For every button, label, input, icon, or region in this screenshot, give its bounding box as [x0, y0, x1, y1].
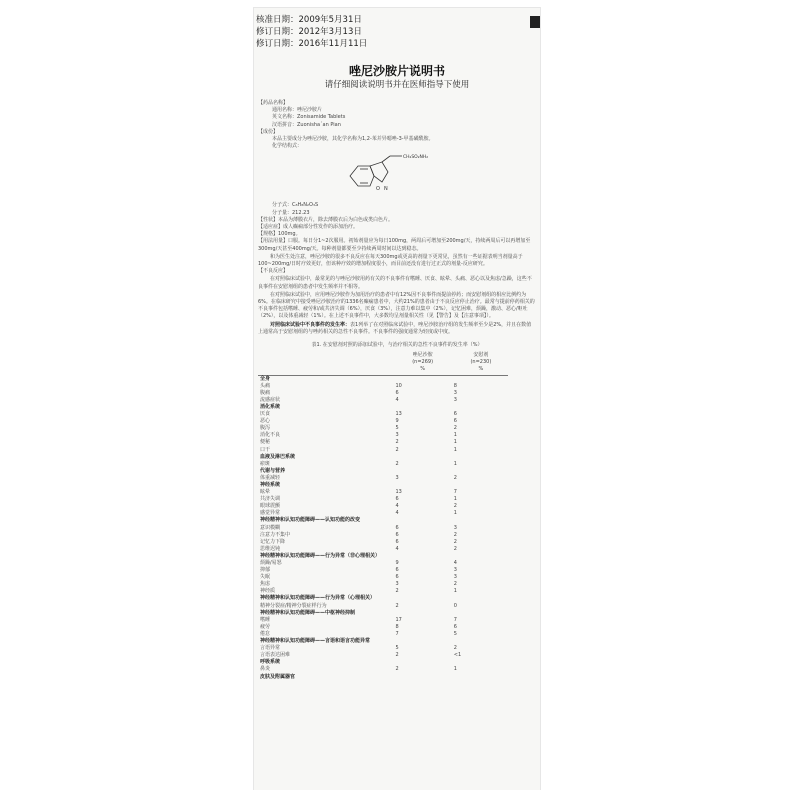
table-row [258, 503, 508, 510]
date-block [256, 14, 367, 50]
row-placebo-value [450, 595, 508, 602]
ring-o-label: O [376, 186, 380, 193]
row-label: 神经系统 [260, 481, 281, 488]
row-placebo-value [450, 610, 508, 617]
row-zonisamide-value [389, 553, 449, 560]
row-placebo-value: 7 [453, 616, 457, 623]
table-row [258, 666, 508, 673]
table-row [258, 447, 508, 454]
structure-label: 化学结构式： [272, 143, 303, 150]
row-placebo-value: 3 [453, 524, 457, 531]
row-placebo-value: 4 [453, 560, 457, 566]
row-placebo-value: 1 [453, 460, 457, 467]
row-label: 神经精神和认知功能障碍——行为异常（心理相关） [260, 595, 376, 602]
row-zonisamide-value: 6 [395, 496, 399, 503]
table-row [258, 581, 508, 588]
table-row [258, 489, 508, 496]
row-zonisamide-value: 6 [395, 567, 399, 574]
row-label: 血液及淋巴系统 [260, 453, 296, 460]
row-placebo-value: 5 [453, 630, 457, 637]
row-placebo-value: 1 [453, 439, 457, 446]
table-row [258, 397, 508, 404]
row-placebo-value: 2 [453, 425, 457, 432]
document-body [258, 100, 536, 681]
row-placebo-value: 6 [453, 623, 457, 630]
table-category-row [258, 610, 508, 617]
adverse-incidence-heading: 对照临床试验中不良事件的发生率： [270, 321, 351, 328]
table-row [258, 425, 508, 432]
header-zonisamide-name: 唑尼沙胺 [412, 352, 433, 359]
table-row [258, 439, 508, 446]
row-zonisamide-value: 6 [395, 538, 399, 545]
row-label: 烦躁/易怒 [260, 560, 282, 566]
row-label: 神经精神和认知功能障碍——行为异常（非心理相关） [260, 552, 381, 559]
row-zonisamide-value [389, 454, 449, 461]
row-label: 思维迟钝 [260, 545, 281, 552]
row-label: 失眠 [260, 574, 271, 581]
row-label: 头痛 [260, 382, 271, 389]
row-zonisamide-value: 6 [395, 389, 399, 396]
row-zonisamide-value [389, 375, 449, 383]
row-placebo-value [450, 454, 508, 461]
row-zonisamide-value: 5 [395, 425, 399, 432]
row-label: 嗜睡 [260, 616, 271, 623]
molecular-weight: 分子量：212.23 [272, 209, 310, 216]
table-row [258, 574, 508, 581]
table-row [258, 567, 508, 574]
table-header-row [258, 352, 508, 375]
header-placebo-unit: % [478, 366, 484, 373]
row-placebo-value: 1 [453, 666, 457, 673]
adverse-incidence-text: 表1列举了在对照临床试验中，唑尼沙胺治疗组的发生频率至少是2%，并且在数值上通常高于安慰剂组的与唑药相关的急性不良事件。不良事件的强度通常为轻度或中度。 [258, 321, 532, 335]
row-zonisamide-value: 4 [395, 510, 399, 517]
pinyin-name: 汉语拼音：Zuonishaˊan Pian [272, 121, 341, 128]
row-zonisamide-value: 4 [395, 503, 399, 510]
row-placebo-value [450, 404, 508, 411]
row-zonisamide-value: 9 [395, 560, 399, 566]
row-label: 神经精神和认知功能障碍——言语和语言功能异常 [260, 638, 371, 645]
row-placebo-value: 3 [453, 396, 457, 403]
table-row [258, 461, 508, 468]
table-caption: 表1. 在安慰剂对照的添加试验中，与治疗相关的急性不良事件的发生率（%） [311, 342, 483, 349]
table-row [258, 539, 508, 546]
ring-n-label: N [384, 186, 388, 193]
table-category-row [258, 454, 508, 461]
row-zonisamide-value: 2 [395, 460, 399, 467]
row-placebo-value [450, 517, 508, 524]
approve-date: 核准日期：2009年5月31日 [256, 15, 362, 25]
row-label: 言语异常 [260, 645, 281, 652]
row-label: 鼻炎 [260, 666, 271, 673]
molecular-formula: 分子式：C₈H₈N₂O₃S [272, 202, 319, 209]
revise-date-1: 修订日期：2012年3月13日 [256, 27, 362, 37]
row-label: 呼吸系统 [260, 659, 281, 666]
row-zonisamide-value [389, 468, 449, 475]
row-zonisamide-value: 9 [395, 418, 399, 425]
table-row [258, 546, 508, 553]
row-zonisamide-value: 6 [395, 574, 399, 581]
table-row [258, 631, 508, 638]
row-placebo-value: <1 [453, 652, 462, 659]
row-label: 体重减轻 [260, 474, 281, 481]
row-placebo-value [450, 553, 508, 560]
row-zonisamide-value: 4 [395, 396, 399, 403]
row-zonisamide-value: 2 [395, 439, 399, 446]
row-label: 倦怠 [260, 630, 271, 637]
row-label: 消化不良 [260, 432, 281, 439]
row-zonisamide-value: 7 [395, 630, 399, 637]
table-row [258, 624, 508, 631]
row-zonisamide-value [389, 610, 449, 617]
row-label: 抑郁 [260, 567, 271, 574]
table-row [258, 617, 508, 624]
row-zonisamide-value: 5 [395, 645, 399, 652]
row-placebo-value [450, 375, 508, 383]
row-placebo-value [450, 659, 508, 666]
row-placebo-value [450, 638, 508, 645]
row-zonisamide-value: 3 [395, 581, 399, 588]
row-placebo-value [450, 482, 508, 489]
row-label: 流感症状 [260, 396, 281, 403]
table-category-row [258, 404, 508, 411]
composition-text: 本品主要成分为唑尼沙胺，其化学名称为1,2-苯并异噁唑-3-甲基磺酰胺。 [272, 136, 434, 143]
row-label: 神经精神和认知功能障碍——中枢神经抑制 [260, 609, 356, 616]
row-label: 精神分裂症/精神分裂症样行为 [260, 602, 327, 609]
row-zonisamide-value: 2 [395, 652, 399, 659]
table-row [258, 383, 508, 390]
adverse-heading: 【不良反应】 [258, 268, 289, 275]
row-label: 代谢与营养 [260, 467, 286, 474]
structure-diagram [340, 152, 450, 200]
row-zonisamide-value: 2 [395, 446, 399, 453]
row-placebo-value: 0 [453, 602, 457, 609]
table-row [258, 525, 508, 532]
adverse-paragraph-3 [258, 322, 536, 336]
row-label: 眼球震颤 [260, 503, 281, 510]
side-chain-label: CH₂SO₂NH₂ [403, 155, 429, 161]
row-zonisamide-value: 13 [395, 411, 402, 418]
corner-marker [530, 16, 540, 28]
row-label: 腹泻 [260, 425, 271, 432]
table-row [258, 645, 508, 652]
header-blank [258, 352, 389, 375]
row-label: 共济失调 [260, 496, 281, 503]
row-label: 腹痛 [260, 389, 271, 396]
row-label: 瘀斑 [260, 460, 271, 467]
table-row [258, 496, 508, 503]
row-placebo-value: 2 [453, 645, 457, 652]
chemical-structure [258, 150, 536, 202]
row-placebo-value: 3 [453, 567, 457, 574]
properties-section: 【性状】本品为薄膜衣片，除去薄膜衣后为白色或类白色片。 [258, 216, 394, 223]
row-label: 口干 [260, 446, 271, 453]
row-zonisamide-value: 17 [395, 616, 402, 623]
dosage-section: 【用法用量】口服。每日分1~2次服用。初始剂量应为每日100mg，两周后可增加至200mg/天，持续两周后可以再增加至300mg/天甚至400mg/天。每种剂量都要至少持续两周时间以达到稳态。 [258, 238, 531, 252]
row-label: 注意力不集中 [260, 531, 291, 538]
table-category-row [258, 482, 508, 489]
header-zonisamide [389, 352, 449, 375]
table-row [258, 411, 508, 418]
row-placebo-value: 8 [453, 382, 457, 389]
row-zonisamide-value: 6 [395, 531, 399, 538]
row-placebo-value: 3 [453, 389, 457, 396]
table-row [258, 560, 508, 567]
row-label: 意识模糊 [260, 524, 281, 531]
row-zonisamide-value [389, 674, 449, 681]
adverse-paragraph-2: 在对照临床试验中，应用唑尼沙胺作为加用治疗的患者中有12%因不良事件而提前停药；而安慰剂组的相应比例约为6%。在临床研究中接受唑尼沙胺治疗的1336名癫痫患者中，大约21%的患者由于不良反应停止治疗。最常与提前停药相关的不良事件包括嗜睡、疲劳和/或共济失调（6%），厌食（3%），注意力难以集中（2%），记忆困难，烦躁，激动、恶心/呕吐（2%），以及体重减轻（1%）。在上述不良事件中，大多数均呈剂量相关性（见【警告】及【注意事项】）。 [258, 291, 535, 320]
table-row [258, 652, 508, 659]
row-placebo-value: 2 [453, 538, 457, 545]
row-placebo-value: 7 [453, 489, 457, 496]
document-title: 唑尼沙胺片说明书 [348, 64, 445, 78]
row-label: 言语表达困难 [260, 652, 291, 659]
row-placebo-value: 6 [453, 411, 457, 418]
leaflet-page [254, 8, 540, 790]
row-label: 皮肤及附属器官 [260, 673, 296, 680]
table-category-row [258, 659, 508, 666]
row-label: 恶心 [260, 418, 271, 425]
row-zonisamide-value: 3 [395, 432, 399, 439]
row-placebo-value: 2 [453, 545, 457, 552]
indications-section: 【适应症】成人癫痫部分性发作的添加治疗。 [258, 224, 359, 231]
row-zonisamide-value [389, 404, 449, 411]
table-row [258, 390, 508, 397]
row-zonisamide-value: 2 [395, 588, 399, 595]
row-zonisamide-value [389, 659, 449, 666]
row-zonisamide-value: 13 [395, 489, 402, 496]
adverse-events-table [258, 352, 508, 680]
row-label: 神经精神和认知功能障碍——认知功能的改变 [260, 517, 361, 524]
table-category-row [258, 553, 508, 560]
spec-section: 【规格】100mg。 [258, 231, 301, 238]
header-zonisamide-unit: % [420, 366, 426, 373]
row-zonisamide-value [389, 638, 449, 645]
row-label: 焦虑 [260, 581, 271, 588]
row-placebo-value: 2 [453, 581, 457, 588]
row-zonisamide-value: 3 [395, 474, 399, 481]
table-row [258, 418, 508, 425]
table-category-row [258, 638, 508, 645]
row-zonisamide-value: 4 [395, 545, 399, 552]
row-zonisamide-value: 6 [395, 524, 399, 531]
dosage-note: 和为医生处注意，唑尼沙胺的很多不良反应在每天300mg或更高的剂量下更常见，虽然有一些证据表明当剂量高于100~200mg/日时疗效更好，但该种疗效的增加程度很小，而目前还没有进行过正式的剂量-反应研究。 [258, 253, 523, 268]
row-zonisamide-value: 10 [395, 382, 402, 389]
row-placebo-value: 1 [453, 510, 457, 517]
row-placebo-value: 1 [453, 588, 457, 595]
row-zonisamide-value [389, 595, 449, 602]
table-row [258, 475, 508, 482]
row-label: 消化系统 [260, 403, 281, 410]
table-category-row [258, 674, 508, 681]
table-category-row [258, 595, 508, 602]
row-label: 眩晕 [260, 489, 271, 496]
row-label: 记忆力下降 [260, 538, 286, 545]
row-label: 神经质 [260, 588, 276, 595]
document-subtitle: 请仔细阅读说明书并在医师指导下使用 [324, 80, 470, 90]
row-zonisamide-value [389, 517, 449, 524]
row-placebo-value: 1 [453, 496, 457, 503]
generic-name: 通用名称：唑尼沙胺片 [272, 107, 323, 114]
header-zonisamide-n: (n=269) [412, 359, 434, 366]
row-placebo-value: 2 [453, 531, 457, 538]
row-placebo-value [450, 468, 508, 475]
header-placebo-name: 安慰剂 [473, 352, 489, 359]
table-category-row [258, 517, 508, 524]
row-placebo-value: 2 [453, 503, 457, 510]
adverse-paragraph-1: 在对照临床试验中，最常见的与唑尼沙胺用药有关的不良事件有嗜睡、厌食、眩晕、头痛、恶心以及焦虑/急躁，这些不良事件在安慰剂组的患者中发生频率并不相等。 [258, 276, 532, 290]
revise-date-2: 修订日期：2016年11月11日 [256, 39, 368, 49]
row-placebo-value: 3 [453, 574, 457, 581]
row-zonisamide-value: 2 [395, 602, 399, 609]
table-category-row [258, 468, 508, 475]
row-zonisamide-value: 2 [395, 666, 399, 673]
composition-heading: 【成份】 [258, 128, 279, 135]
row-placebo-value: 1 [453, 446, 457, 453]
row-label: 感觉异常 [260, 510, 281, 517]
table-category-row [258, 375, 508, 383]
row-placebo-value: 2 [453, 474, 457, 481]
table-row [258, 432, 508, 439]
table-row [258, 532, 508, 539]
row-label: 厌食 [260, 411, 271, 418]
drug-name-heading: 【药品名称】 [258, 100, 289, 106]
row-zonisamide-value: 8 [395, 623, 399, 630]
row-label: 全身 [260, 375, 271, 382]
table-row [258, 603, 508, 610]
header-placebo [450, 352, 508, 375]
english-name: 英文名称：Zonisamide Tablets [272, 114, 346, 121]
row-label: 疲劳 [260, 623, 271, 630]
header-placebo-n: (n=230) [470, 359, 492, 366]
row-label: 便秘 [260, 439, 271, 446]
row-placebo-value [450, 674, 508, 681]
row-zonisamide-value [389, 482, 449, 489]
row-placebo-value: 1 [453, 432, 457, 439]
row-placebo-value: 6 [453, 418, 457, 425]
